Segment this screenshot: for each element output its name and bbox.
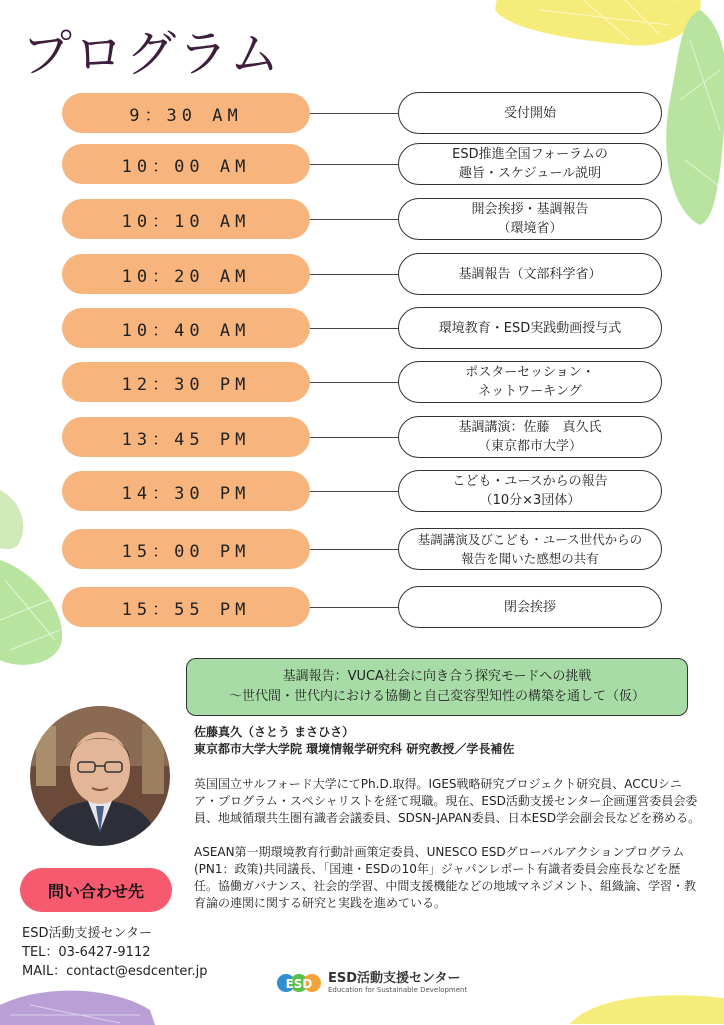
schedule-row bbox=[0, 584, 724, 630]
event-box: 開会挨拶・基調報告 （環境省） bbox=[398, 198, 662, 240]
event-box: 受付開始 bbox=[398, 92, 662, 134]
logo-subtitle: Education for Sustainable Development bbox=[328, 986, 468, 994]
esd-logo-letters: ESD bbox=[285, 977, 313, 991]
page-title: プログラム bbox=[22, 25, 282, 83]
time-pill: 15：55 PM bbox=[62, 587, 310, 627]
time-pill: 9：30 AM bbox=[62, 93, 310, 133]
schedule-row bbox=[0, 468, 724, 514]
event-box: こども・ユースからの報告 （10分×3団体） bbox=[398, 470, 662, 512]
schedule-row bbox=[0, 305, 724, 351]
esd-center-logo bbox=[276, 970, 467, 996]
connector-line bbox=[310, 164, 400, 165]
schedule-row bbox=[0, 251, 724, 297]
time-pill: 12：30 PM bbox=[62, 362, 310, 402]
event-box: 閉会挨拶 bbox=[398, 586, 662, 628]
speaker-bio-paragraph: 英国国立サルフォード大学にてPh.D.取得。IGES戦略研究プロジェクト研究員、ACCUシニア・プログラム・スペシャリストを経て現職。現在、ESD活動支援センター企画運営委員会委員、地域循環共生圏有識者会議委員、SDSN-JAPAN委員、日本ESD学会副会長などを務める。 bbox=[194, 777, 701, 825]
esd-logo-icon bbox=[276, 970, 322, 996]
speaker-bio-paragraph: ASEAN第一期環境教育行動計画策定委員、UNESCO ESDグローバルアクションプログラム(PN1：政策)共同議長、「国連・ESDの10年」ジャパンレポート有識者委員会座長などを歴任。協働ガバナンス、社会的学習、中間支援機能などの地域マネジメント、組織論、学習・教育論の連関に関する研究と実践を進めている。 bbox=[194, 845, 696, 910]
contact-tel[interactable]: TEL：03-6427-9112 bbox=[22, 945, 151, 960]
event-box: 基調講演：佐藤 真久氏 （東京都市大学） bbox=[398, 416, 662, 458]
keynote-subtitle: 〜世代間・世代内における協働と自己変容型知性の構築を通して（仮） bbox=[228, 689, 645, 704]
yellow-blob-bottom-right bbox=[560, 990, 724, 1024]
time-pill: 10：10 AM bbox=[62, 199, 310, 239]
time-pill: 15：00 PM bbox=[62, 529, 310, 569]
keynote-title: 基調報告：VUCA社会に向き合う探究モードへの挑戦 bbox=[282, 669, 592, 684]
connector-line bbox=[310, 607, 400, 608]
speaker-bio bbox=[194, 724, 704, 929]
connector-line bbox=[310, 382, 400, 383]
event-box: 環境教育・ESD実践動画授与式 bbox=[398, 307, 662, 349]
time-pill: 10：20 AM bbox=[62, 254, 310, 294]
connector-line bbox=[310, 113, 400, 114]
connector-line bbox=[310, 219, 400, 220]
contact-info bbox=[22, 924, 208, 981]
time-pill: 13：45 PM bbox=[62, 417, 310, 457]
connector-line bbox=[310, 274, 400, 275]
schedule-row bbox=[0, 196, 724, 242]
logo-name: ESD活動支援センター bbox=[328, 971, 461, 986]
schedule-row bbox=[0, 526, 724, 572]
speaker-affiliation: 東京都市大学大学院 環境情報学研究科 研究教授／学長補佐 bbox=[194, 742, 515, 756]
connector-line bbox=[310, 491, 400, 492]
schedule-row bbox=[0, 90, 724, 136]
time-pill: 14：30 PM bbox=[62, 471, 310, 511]
event-box: 基調講演及びこども・ユース世代からの 報告を聞いた感想の共有 bbox=[398, 528, 662, 570]
time-pill: 10：40 AM bbox=[62, 308, 310, 348]
event-box: 基調報告（文部科学省） bbox=[398, 253, 662, 295]
connector-line bbox=[310, 549, 400, 550]
speaker-photo bbox=[30, 706, 170, 846]
connector-line bbox=[310, 328, 400, 329]
pink-blob-bottom-left bbox=[0, 985, 160, 1025]
schedule-row bbox=[0, 414, 724, 460]
contact-mail[interactable]: MAIL：contact@esdcenter.jp bbox=[22, 964, 208, 979]
contact-heading: 問い合わせ先 bbox=[20, 868, 172, 912]
event-box: ポスターセッション・ ネットワーキング bbox=[398, 361, 662, 403]
schedule-row bbox=[0, 359, 724, 405]
connector-line bbox=[310, 437, 400, 438]
keynote-box bbox=[186, 658, 688, 716]
contact-org: ESD活動支援センター bbox=[22, 926, 152, 941]
speaker-name: 佐藤真久（さとう まさひさ） bbox=[194, 725, 355, 739]
time-pill: 10：00 AM bbox=[62, 144, 310, 184]
schedule-row bbox=[0, 141, 724, 187]
event-box: ESD推進全国フォーラムの 趣旨・スケジュール説明 bbox=[398, 143, 662, 185]
